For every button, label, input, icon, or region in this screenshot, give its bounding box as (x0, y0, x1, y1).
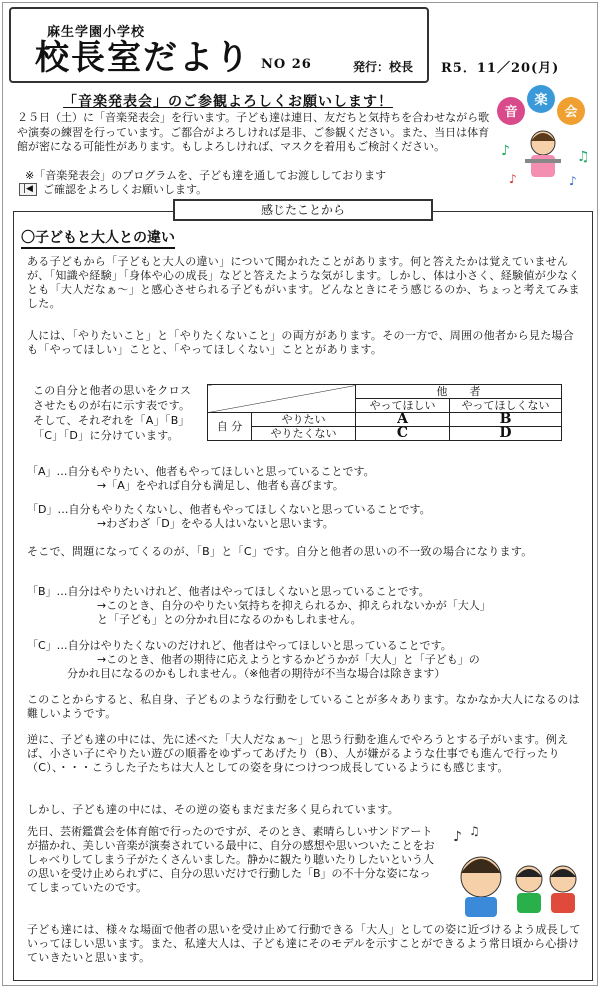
table-cell-c: C (356, 427, 450, 441)
case-d-sub: →わざわざ「D」をやる人はいないと思います。 (97, 517, 334, 530)
case-b-main: 「B」…自分はやりたいけれど、他者はやってほしくないと思っていることです。 (27, 585, 430, 598)
child-body-icon (551, 893, 575, 913)
table-other-header: 他 者 (356, 385, 562, 399)
issue-number: NO 26 (261, 57, 312, 72)
child-body-icon (517, 893, 541, 913)
case-c-sub-2: 分かれ目になるのかもしれません。（※他者の期待が不当な場合は除きます） (67, 667, 446, 680)
illus-char-1: 音 (504, 105, 518, 120)
child-body-icon (531, 155, 555, 177)
pager-prev-button[interactable]: |◀ (19, 183, 37, 196)
pager (19, 183, 37, 196)
paragraph-7: しかし、子ども達の中には、その逆の姿もまだまだ多く見られています。 (27, 803, 400, 816)
announcement-note-2: ご確認をよろしくお願いします。 (42, 183, 208, 196)
table-row-want: やりたい (252, 413, 356, 427)
case-c-sub-1: →このとき、他者の期待に応えようとするかどうかが「大人」と「子ども」の (97, 653, 480, 666)
paragraph-6: 逆に、子ども達の中には、先に述べた「大人だなぁ～」と思う行動を進んでやろうとする子がいます。例えば、小さい子にやりたい遊びの順番をゆずってあげたり（B）、人が嫌がるような仕事でも進んで行ったり（C）、・・・こうした子たちは大人としての姿を身につけつつ成長しているようにも感じます。 (27, 733, 569, 774)
case-c (27, 639, 587, 681)
paragraph-2: 人には、「やりたいこと」と「やりたくないこと」の両方があります。その一方で、周囲の他者から見た場合も「やってほしい」ことと、「やってほしくない」こととがあります。 (27, 329, 575, 356)
illus-char-3: 会 (564, 105, 578, 120)
case-b (27, 585, 587, 627)
issuer: 発行：校長 (353, 60, 414, 74)
newsletter-page (2, 2, 598, 986)
case-d (27, 503, 587, 531)
paragraph-5: このことからすると、私自身、子どものような行動をしていることが多々あります。なかなか大人になるのは難しいようです。 (27, 693, 580, 720)
issue-date: R5．11／20(月) (441, 61, 560, 76)
paragraph-3: この自分と他者の思いをクロスさせたものが右に示す表です。そして、それぞれを「A」「B」「C」「D」に分けています。 (33, 384, 192, 442)
announcement-title (63, 91, 393, 111)
paragraph-1: ある子どもから「子どもと大人の違い」について聞かれたことがあります。何と答えたかは覚えていませんが、「知識や経験」「身体や心の成長」などと答えたような気がします。しかし、体は小さく、経験値が少なくとも「大人だなぁ～」と感心させられる子どもがいます。どんなときにそう感じるのか、ちょっと考えてみました。 (27, 255, 580, 310)
announcement-note-1: ※「音楽発表会」のプログラムを、子ども達を通してお渡ししております (25, 169, 387, 182)
case-b-sub-2: と「子ども」との分かれ目になるのかもしれません。 (97, 613, 362, 626)
announcement-title-text: 「音楽発表会」のご参観よろしくお願いします！ (63, 94, 393, 110)
case-d-main: 「D」…自分もやりたくないし、他者もやってほしくないと思っていることです。 (27, 503, 431, 516)
case-c-main: 「C」…自分はやりたくないのだけれど、他者はやってほしいと思っていることです。 (27, 639, 452, 652)
table-self-label: 自 分 (208, 413, 252, 441)
table-cell-b: B (450, 413, 562, 427)
announcement-text: ２５日（土）に「音楽発表会」を行います。子ども達は連日、友だちと気持ちを合わせながら歌や演奏の練習を行っています。ご都合がよろしければ是非、ご参観ください。また、当日は体育館が密になる可能性があります。もしよろしければ、マスクを着用もご検討ください。 (17, 111, 490, 153)
table-col-no: やってほしくない (450, 399, 562, 413)
paragraph-9: 子ども達には、様々な場面で他者の思いを受け止めて行動できる「大人」としての姿に近づけるよう成長していってほしい思います。また、私達大人は、子ども達にそのモデルを示すことができるよう常日頃から心掛けていきたいと思います。 (27, 923, 581, 964)
instrument-icon (525, 159, 561, 163)
announcement-body (17, 111, 495, 155)
newsletter-title: 校長室だより (35, 38, 251, 78)
table-cell-a: A (356, 413, 450, 427)
paragraph-4: そこで、問題になってくるのが、「B」と「C」です。自分と他者の思いの不一致の場合になります。 (27, 545, 533, 558)
music-note-icon: ♫ (577, 149, 590, 165)
illus-char-2: 楽 (534, 93, 548, 108)
table-cell-d: D (450, 427, 562, 441)
music-note-icon: ♪ (569, 174, 577, 188)
kids-illustration (445, 823, 585, 919)
music-note-icon: ♪ (509, 172, 517, 186)
case-b-sub-1: →このとき、自分のやりたい気持ちを抑えられるか、抑えられないかが「大人」 (97, 599, 491, 612)
child-body-icon (465, 897, 497, 917)
case-a (27, 465, 587, 493)
concert-illustration (489, 85, 597, 195)
table-corner (208, 385, 356, 413)
music-note-icon: ♫ (469, 824, 480, 838)
case-a-main: 「A」…自分もやりたい、他者もやってほしいと思っていることです。 (27, 465, 375, 478)
section-title: 〇子どもと大人との違い (21, 229, 175, 249)
music-note-icon: ♪ (501, 143, 510, 159)
music-note-icon: ♪ (453, 829, 462, 845)
case-a-sub: →「A」をやれば自分も満足し、他者も喜びます。 (97, 479, 344, 492)
paragraph-8: 先日、芸術鑑賞会を体育館で行ったのですが、そのとき、素晴らしいサンドアートが描かれ、美しい音楽が演奏されている最中に、自分の感想や思いついたことをおしゃべりしてしまう子がたくさんいました。静かに観たり聴いたりしたいという人の思いを受け止められずに、自分の思いだけで行動した「B」の不十分な姿になってしまっていたのです。 (27, 825, 435, 894)
announcement-note-2-row (19, 181, 207, 197)
school-name: 麻生学園小学校 (47, 25, 146, 40)
table-row-not-want: やりたくない (252, 427, 356, 441)
self-other-table (207, 384, 562, 441)
section-header: 感じたことから (173, 199, 433, 221)
table-col-yes: やってほしい (356, 399, 450, 413)
hair-icon (461, 859, 501, 873)
